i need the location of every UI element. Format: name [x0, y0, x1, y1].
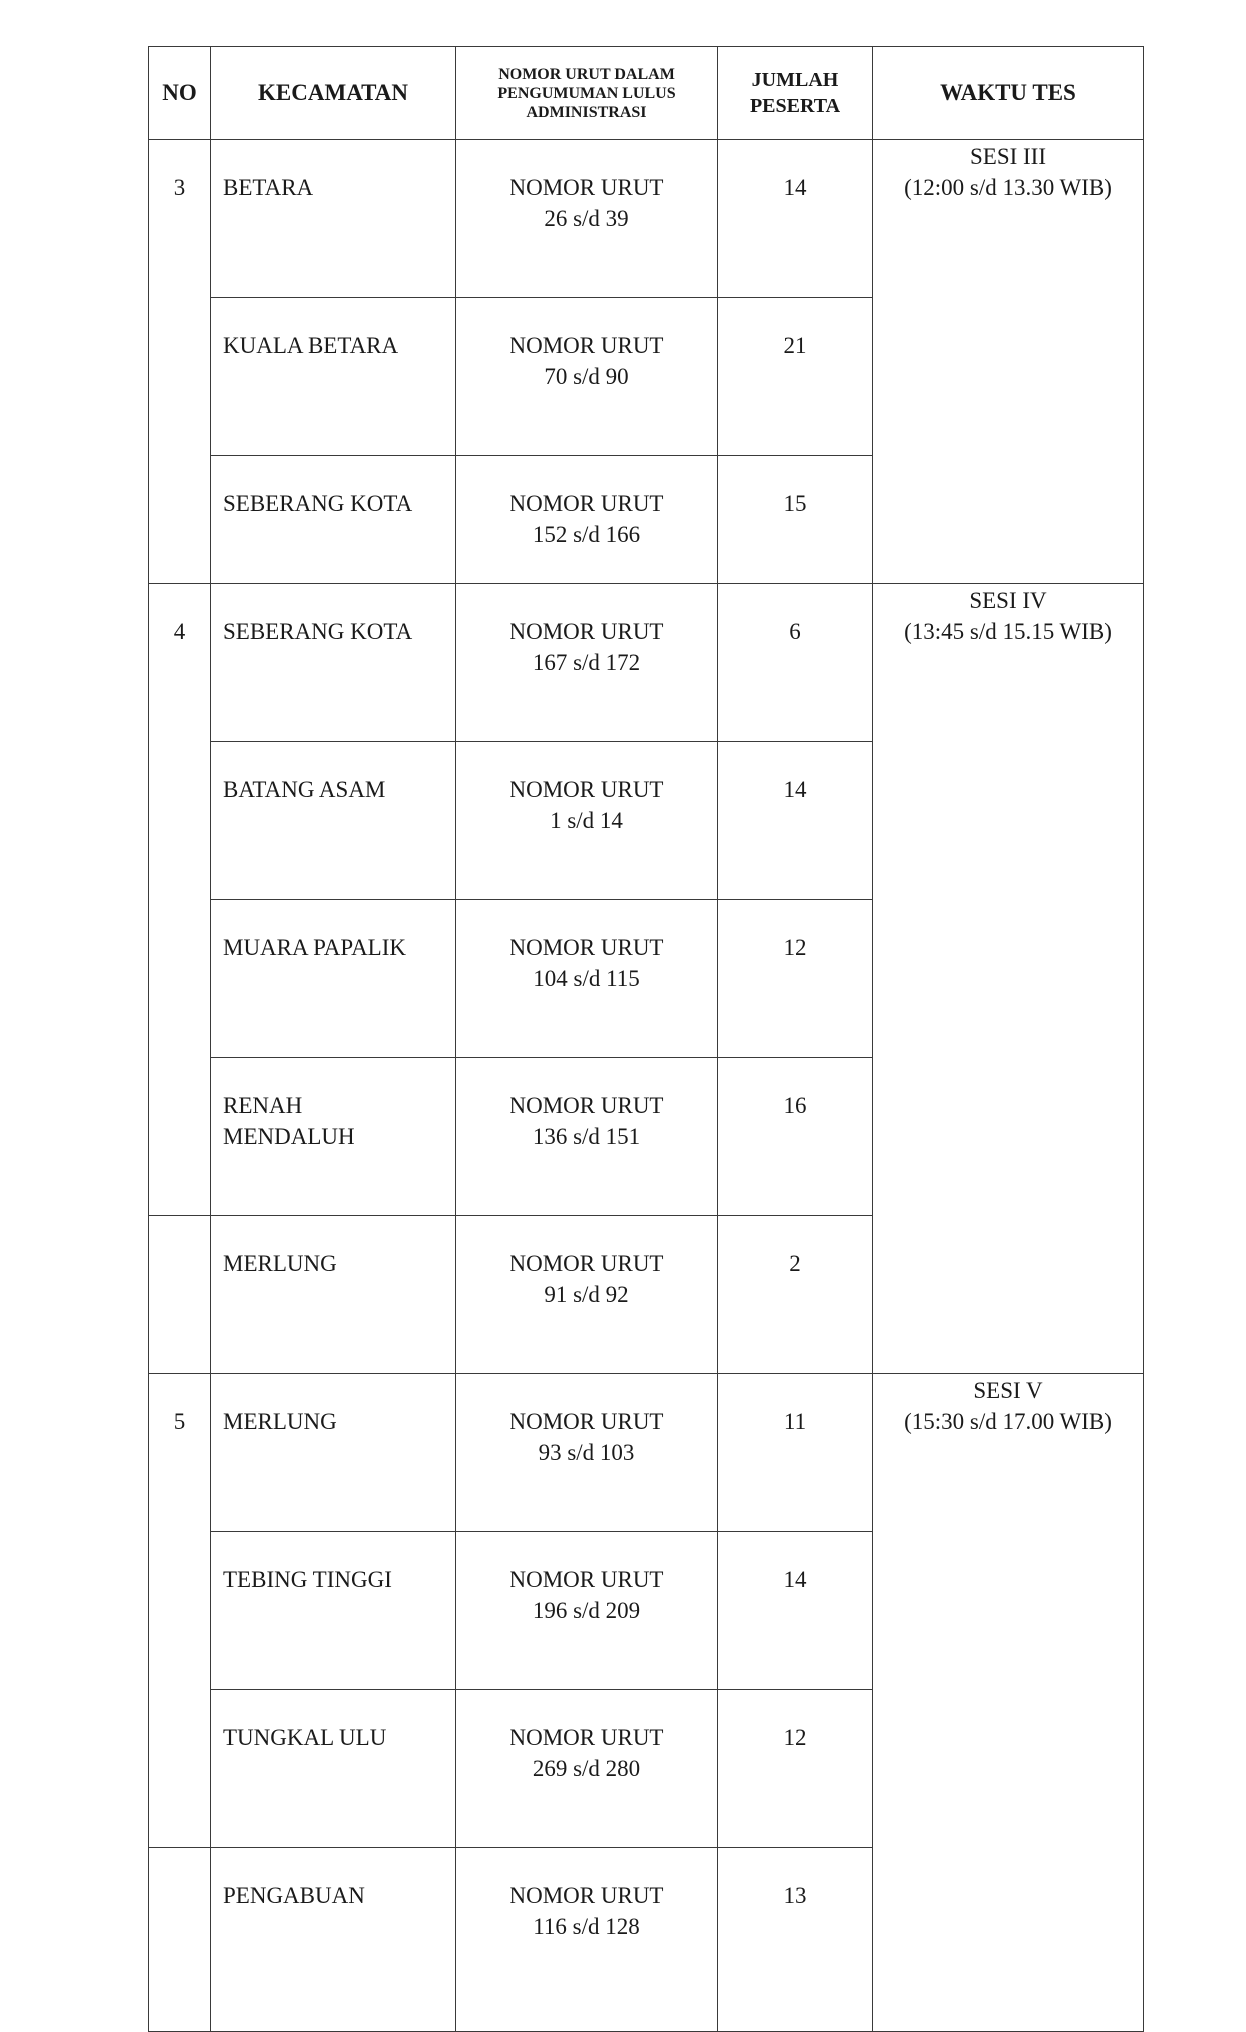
- group-number: 4: [149, 584, 211, 1216]
- nomor-urut-range: 269 s/d 280: [532, 1756, 641, 1781]
- nomor-urut-range: 167 s/d 172: [532, 650, 641, 675]
- nomor-urut-cell: [456, 742, 718, 900]
- header-jumlah-line1: JUMLAH: [751, 69, 839, 91]
- nomor-urut-cell: [456, 1216, 718, 1374]
- header-waktu-tes: WAKTU TES: [873, 47, 1144, 140]
- jumlah-cell: 16: [718, 1058, 873, 1216]
- header-kecamatan: KECAMATAN: [211, 47, 456, 140]
- nomor-urut-label: NOMOR URUT: [509, 935, 664, 960]
- nomor-urut-cell: [456, 1848, 718, 2032]
- session-name: SESI IV: [969, 588, 1047, 613]
- jumlah-cell: 15: [718, 456, 873, 584]
- session-cell: [873, 1374, 1144, 2032]
- nomor-urut-label: NOMOR URUT: [509, 619, 664, 644]
- nomor-urut-range: 1 s/d 14: [550, 808, 623, 833]
- nomor-urut-cell: [456, 140, 718, 298]
- header-nomor-urut-line2: PENGUMUMAN LULUS: [497, 84, 676, 102]
- jumlah-cell: 14: [718, 742, 873, 900]
- kecamatan-cell: SEBERANG KOTA: [211, 584, 456, 742]
- kecamatan-cell: BATANG ASAM: [211, 742, 456, 900]
- kecamatan-cell: TUNGKAL ULU: [211, 1690, 456, 1848]
- header-nomor-urut-line3: ADMINISTRASI: [526, 103, 647, 121]
- jumlah-cell: 21: [718, 298, 873, 456]
- kecamatan-cell: TEBING TINGGI: [211, 1532, 456, 1690]
- nomor-urut-cell: [456, 456, 718, 584]
- nomor-urut-label: NOMOR URUT: [509, 491, 664, 516]
- jumlah-cell: 2: [718, 1216, 873, 1374]
- kecamatan-cell: [211, 1058, 456, 1216]
- nomor-urut-range: 136 s/d 151: [532, 1124, 641, 1149]
- kecamatan-cell: MERLUNG: [211, 1374, 456, 1532]
- nomor-urut-label: NOMOR URUT: [509, 1093, 664, 1118]
- kecamatan-line1: RENAH: [223, 1093, 303, 1118]
- session-name: SESI V: [973, 1378, 1043, 1403]
- kecamatan-cell: PENGABUAN: [211, 1848, 456, 2032]
- group-number: 3: [149, 140, 211, 584]
- nomor-urut-range: 104 s/d 115: [533, 966, 640, 991]
- kecamatan-cell: BETARA: [211, 140, 456, 298]
- kecamatan-cell: MUARA PAPALIK: [211, 900, 456, 1058]
- nomor-urut-cell: [456, 1532, 718, 1690]
- header-row: [149, 47, 1144, 140]
- jumlah-cell: 12: [718, 1690, 873, 1848]
- kecamatan-line2: MENDALUH: [223, 1124, 355, 1149]
- nomor-urut-cell: [456, 1690, 718, 1848]
- nomor-urut-range: 70 s/d 90: [544, 364, 629, 389]
- session-cell: [873, 140, 1144, 584]
- header-jumlah-line2: PESERTA: [749, 95, 841, 117]
- nomor-urut-cell: [456, 298, 718, 456]
- nomor-urut-label: NOMOR URUT: [509, 1567, 664, 1592]
- nomor-urut-cell: [456, 1374, 718, 1532]
- nomor-urut-range: 26 s/d 39: [544, 206, 629, 231]
- nomor-urut-cell: [456, 584, 718, 742]
- schedule-table: [148, 46, 1144, 2032]
- nomor-urut-label: NOMOR URUT: [509, 1409, 664, 1434]
- kecamatan-cell: KUALA BETARA: [211, 298, 456, 456]
- nomor-urut-cell: [456, 1058, 718, 1216]
- group-number: 5: [149, 1374, 211, 1848]
- nomor-urut-range: 93 s/d 103: [538, 1440, 635, 1465]
- nomor-urut-range: 116 s/d 128: [533, 1914, 640, 1939]
- header-jumlah-peserta: [718, 47, 873, 140]
- session-time: (12:00 s/d 13.30 WIB): [904, 175, 1112, 200]
- nomor-urut-range: 91 s/d 92: [544, 1282, 629, 1307]
- jumlah-cell: 13: [718, 1848, 873, 2032]
- table-row: [149, 584, 1144, 742]
- header-nomor-urut: [456, 47, 718, 140]
- table-row: [149, 1374, 1144, 1532]
- kecamatan-cell: SEBERANG KOTA: [211, 456, 456, 584]
- jumlah-cell: 14: [718, 140, 873, 298]
- nomor-urut-range: 196 s/d 209: [532, 1598, 641, 1623]
- nomor-urut-label: NOMOR URUT: [509, 1725, 664, 1750]
- kecamatan-cell: MERLUNG: [211, 1216, 456, 1374]
- nomor-urut-label: NOMOR URUT: [509, 333, 664, 358]
- session-time: (15:30 s/d 17.00 WIB): [904, 1409, 1112, 1434]
- header-no: NO: [149, 47, 211, 140]
- jumlah-cell: 12: [718, 900, 873, 1058]
- nomor-urut-cell: [456, 900, 718, 1058]
- nomor-urut-label: NOMOR URUT: [509, 1883, 664, 1908]
- session-cell: [873, 584, 1144, 1374]
- group-number: [149, 1216, 211, 1374]
- nomor-urut-label: NOMOR URUT: [509, 1251, 664, 1276]
- session-name: SESI III: [969, 144, 1047, 169]
- jumlah-cell: 11: [718, 1374, 873, 1532]
- nomor-urut-label: NOMOR URUT: [509, 777, 664, 802]
- table-row: [149, 140, 1144, 298]
- jumlah-cell: 14: [718, 1532, 873, 1690]
- nomor-urut-range: 152 s/d 166: [532, 522, 641, 547]
- nomor-urut-label: NOMOR URUT: [509, 175, 664, 200]
- group-number: [149, 1848, 211, 2032]
- session-time: (13:45 s/d 15.15 WIB): [904, 619, 1112, 644]
- jumlah-cell: 6: [718, 584, 873, 742]
- header-nomor-urut-line1: NOMOR URUT DALAM: [498, 65, 675, 83]
